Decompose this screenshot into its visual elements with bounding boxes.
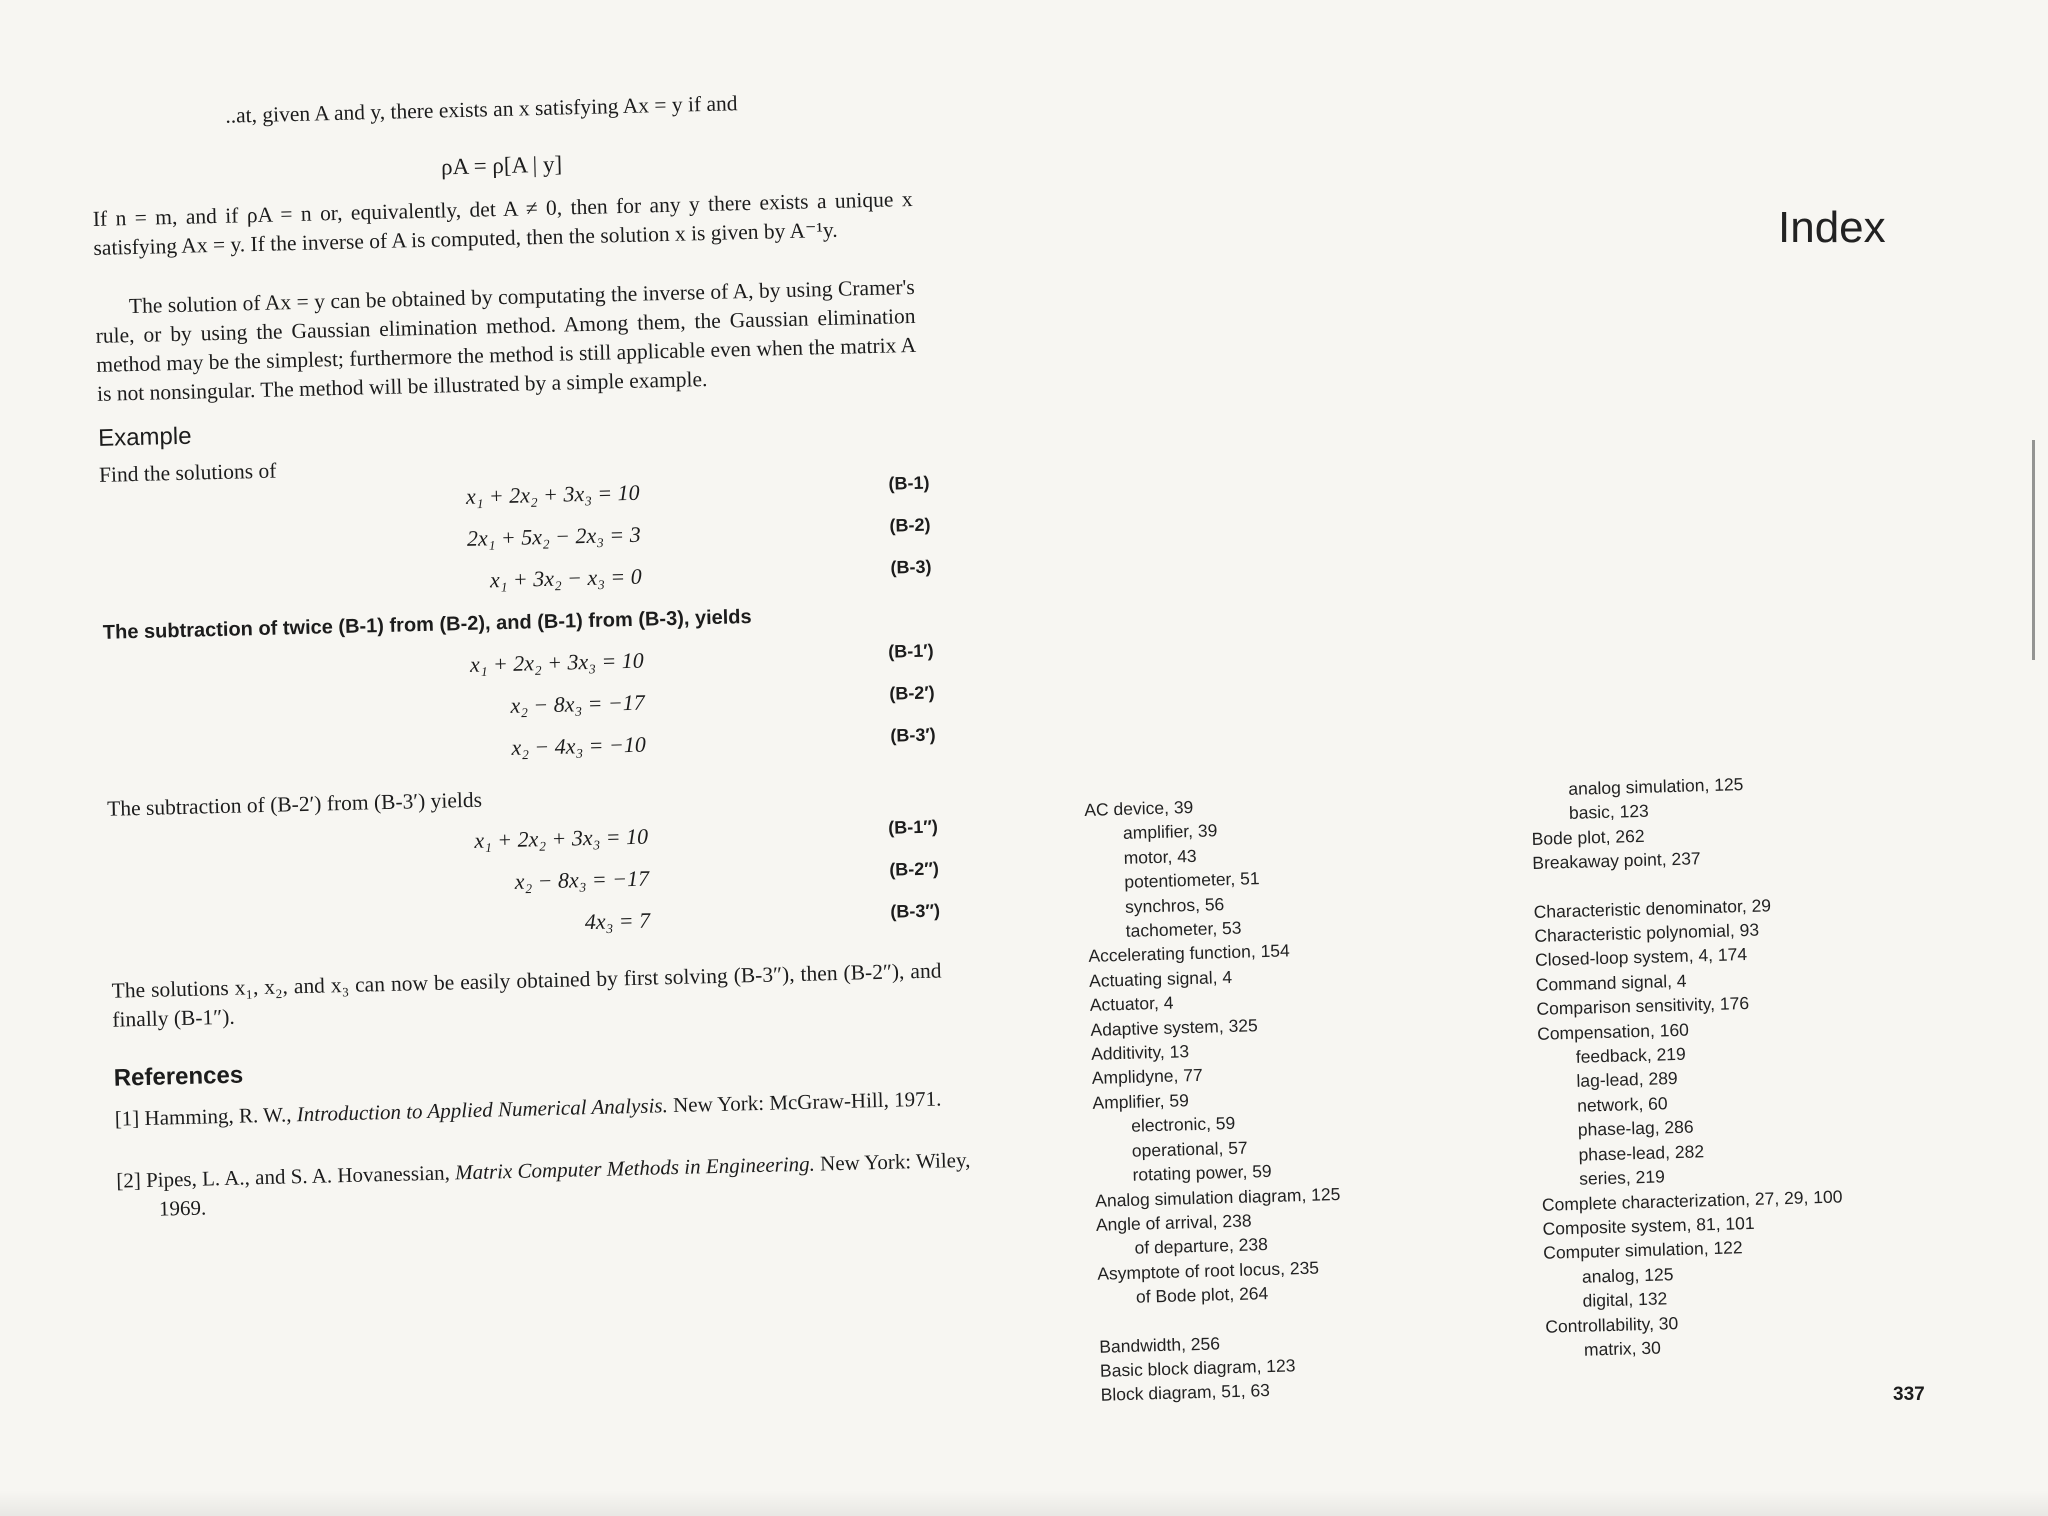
index-entry: Actuating signal, 4 <box>1088 966 1233 991</box>
index-subentry: motor, 43 <box>1123 845 1197 868</box>
index-column-1 <box>1084 788 1461 1408</box>
equation: 2x₁ + 5x₂ − 2x₃ = 3 <box>466 521 641 551</box>
reference-publisher: New York: McGraw-Hill, 1971. <box>672 1086 942 1118</box>
index-subentry: operational, 57 <box>1131 1137 1248 1161</box>
equation-row <box>110 900 941 952</box>
index-subentry: of Bode plot, 264 <box>1135 1283 1269 1307</box>
index-subentry: analog simulation, 125 <box>1568 774 1744 799</box>
reference-title: Introduction to Applied Numerical Analysis. <box>296 1093 669 1127</box>
reference-number: [1] <box>114 1106 140 1131</box>
equation-label: (B-2) <box>889 514 931 536</box>
reference-title: Matrix Computer Methods in Engineering. <box>454 1151 816 1185</box>
solutions-text: The solutions x₁, x₂, and x₃ can now be easily obtained by first solving (B-3″), then (B-2″), and finally (B-1″). <box>111 958 942 1032</box>
index-subentry: rotating power, 59 <box>1132 1161 1272 1185</box>
index-subentry: series, 219 <box>1578 1166 1666 1189</box>
equation-label: (B-2′) <box>889 682 935 704</box>
index-entry: Controllability, 30 <box>1545 1312 1679 1337</box>
reference-authors: Hamming, R. W., <box>144 1102 298 1130</box>
equation-label: (B-2″) <box>889 858 940 880</box>
equation-label: (B-1″) <box>888 816 939 838</box>
page-edge-shadow <box>2032 440 2035 660</box>
index-entry: Adaptive system, 325 <box>1090 1014 1258 1040</box>
index-subentry: analog, 125 <box>1581 1263 1674 1287</box>
index-entry: Basic block diagram, 123 <box>1099 1355 1296 1381</box>
index-entry: Bode plot, 262 <box>1531 825 1645 849</box>
intro-line: ..at, given A and y, there exists an x satisfying Ax = y if and <box>225 91 738 128</box>
index-entry: Asymptote of root locus, 235 <box>1097 1257 1320 1284</box>
equation: x₂ − 8x₃ = −17 <box>514 865 650 894</box>
equation: x₂ − 4x₃ = −10 <box>511 731 647 760</box>
index-subentry: lag-lead, 289 <box>1576 1068 1678 1092</box>
index-entry: Computer simulation, 122 <box>1542 1237 1743 1264</box>
index-subentry: matrix, 30 <box>1583 1337 1662 1360</box>
equation: x₁ + 2x₂ + 3x₃ = 10 <box>473 823 649 853</box>
equation: 4x₃ = 7 <box>584 907 651 935</box>
index-subentry: amplifier, 39 <box>1122 820 1218 844</box>
example-heading: Example <box>97 422 192 452</box>
reference-authors: Pipes, L. A., and S. A. Hovanessian, <box>145 1160 456 1192</box>
index-entry: Closed-loop system, 4, 174 <box>1534 944 1748 971</box>
equation: x₁ + 2x₂ + 3x₃ = 10 <box>465 479 640 509</box>
index-entry: Compensation, 160 <box>1536 1019 1690 1044</box>
index-entry: Amplifier, 59 <box>1092 1090 1190 1113</box>
index-entry: Accelerating function, 154 <box>1088 940 1291 967</box>
reference-number: [2] <box>115 1168 142 1193</box>
index-entry: AC device, 39 <box>1084 796 1194 820</box>
index-subentry: phase-lag, 286 <box>1577 1116 1694 1141</box>
index-subentry: basic, 123 <box>1568 801 1650 824</box>
equation-label: (B-3) <box>890 556 932 578</box>
index-subentry: phase-lead, 282 <box>1578 1140 1705 1165</box>
left-page <box>90 84 981 1365</box>
index-entry: Composite system, 81, 101 <box>1542 1212 1755 1239</box>
index-entry: Command signal, 4 <box>1535 970 1687 995</box>
index-title: Index <box>1778 203 1886 252</box>
index-entry: Comparison sensitivity, 176 <box>1536 993 1750 1020</box>
find-solutions-text: Find the solutions of <box>98 458 277 487</box>
reference-item <box>114 1083 986 1133</box>
equation: x₁ + 2x₂ + 3x₃ = 10 <box>469 647 645 677</box>
equation-row <box>106 725 937 777</box>
reference-publisher: New York: Wiley, 1969. <box>158 1147 971 1221</box>
index-entry: Actuator, 4 <box>1089 992 1174 1016</box>
index-subentry: network, 60 <box>1576 1093 1668 1116</box>
reference-item <box>116 1145 989 1224</box>
index-subentry: electronic, 59 <box>1130 1113 1236 1137</box>
index-entry: Additivity, 13 <box>1090 1041 1190 1064</box>
index-subentry: tachometer, 53 <box>1125 917 1242 941</box>
paragraph-gaussian-method: The solution of Ax = y can be obtained by computating the inverse of A, by using Cramer's rule, or by using the Gaussian elimination method. Among them, the Gaussian elimination method may be the simplest; furthermore the method is still applicable even when the matrix A is not nonsingular. The method will be illustrated by a simple example. <box>95 274 917 406</box>
equation: x₁ + 3x₂ − x₃ = 0 <box>489 563 642 593</box>
equation-label: (B-3′) <box>890 724 936 746</box>
index-subentry: feedback, 219 <box>1575 1043 1686 1067</box>
index-entry: Complete characterization, 27, 29, 100 <box>1541 1185 1843 1215</box>
index-entry: Block diagram, 51, 63 <box>1100 1380 1271 1406</box>
equation-label: (B-3″) <box>890 900 941 922</box>
equation-label: (B-1′) <box>888 640 934 662</box>
index-entry: Characteristic denominator, 29 <box>1533 894 1772 922</box>
index-entry: Angle of arrival, 238 <box>1095 1210 1252 1235</box>
page-number: 337 <box>1893 1384 1925 1405</box>
index-entry: Analog simulation diagram, 125 <box>1094 1183 1341 1211</box>
index-subentry: synchros, 56 <box>1124 893 1225 917</box>
subtraction-text-1: The subtraction of twice (B-1) from (B-2), and (B-1) from (B-3), yields <box>102 605 752 644</box>
index-subentry: potentiometer, 51 <box>1124 868 1260 893</box>
equation-label: (B-1) <box>888 472 930 494</box>
index-subentry: of departure, 238 <box>1134 1234 1269 1259</box>
subtraction-text-2: The subtraction of (B-2′) from (B-3′) yields <box>106 787 483 821</box>
rank-condition-equation: ρA = ρ[A | y] <box>440 151 563 180</box>
scan-shadow <box>0 1490 2048 1516</box>
equation: x₂ − 8x₃ = −17 <box>510 689 646 718</box>
paragraph-unique-solution: If n = m, and if ρA = n or, equivalently, det A ≠ 0, then for any y there exists a unique x satisfying Ax = y. If the inverse of A is computed, then the solution x is given by A⁻¹y. <box>92 186 913 260</box>
references-heading: References <box>113 1061 244 1092</box>
index-entry: Breakaway point, 237 <box>1532 848 1701 874</box>
index-entry: Bandwidth, 256 <box>1099 1332 1221 1357</box>
index-entry: Amplidyne, 77 <box>1091 1065 1203 1089</box>
index-entry: Characteristic polynomial, 93 <box>1534 919 1760 946</box>
index-column-2 <box>1530 766 1966 1363</box>
index-subentry: digital, 132 <box>1582 1288 1668 1311</box>
